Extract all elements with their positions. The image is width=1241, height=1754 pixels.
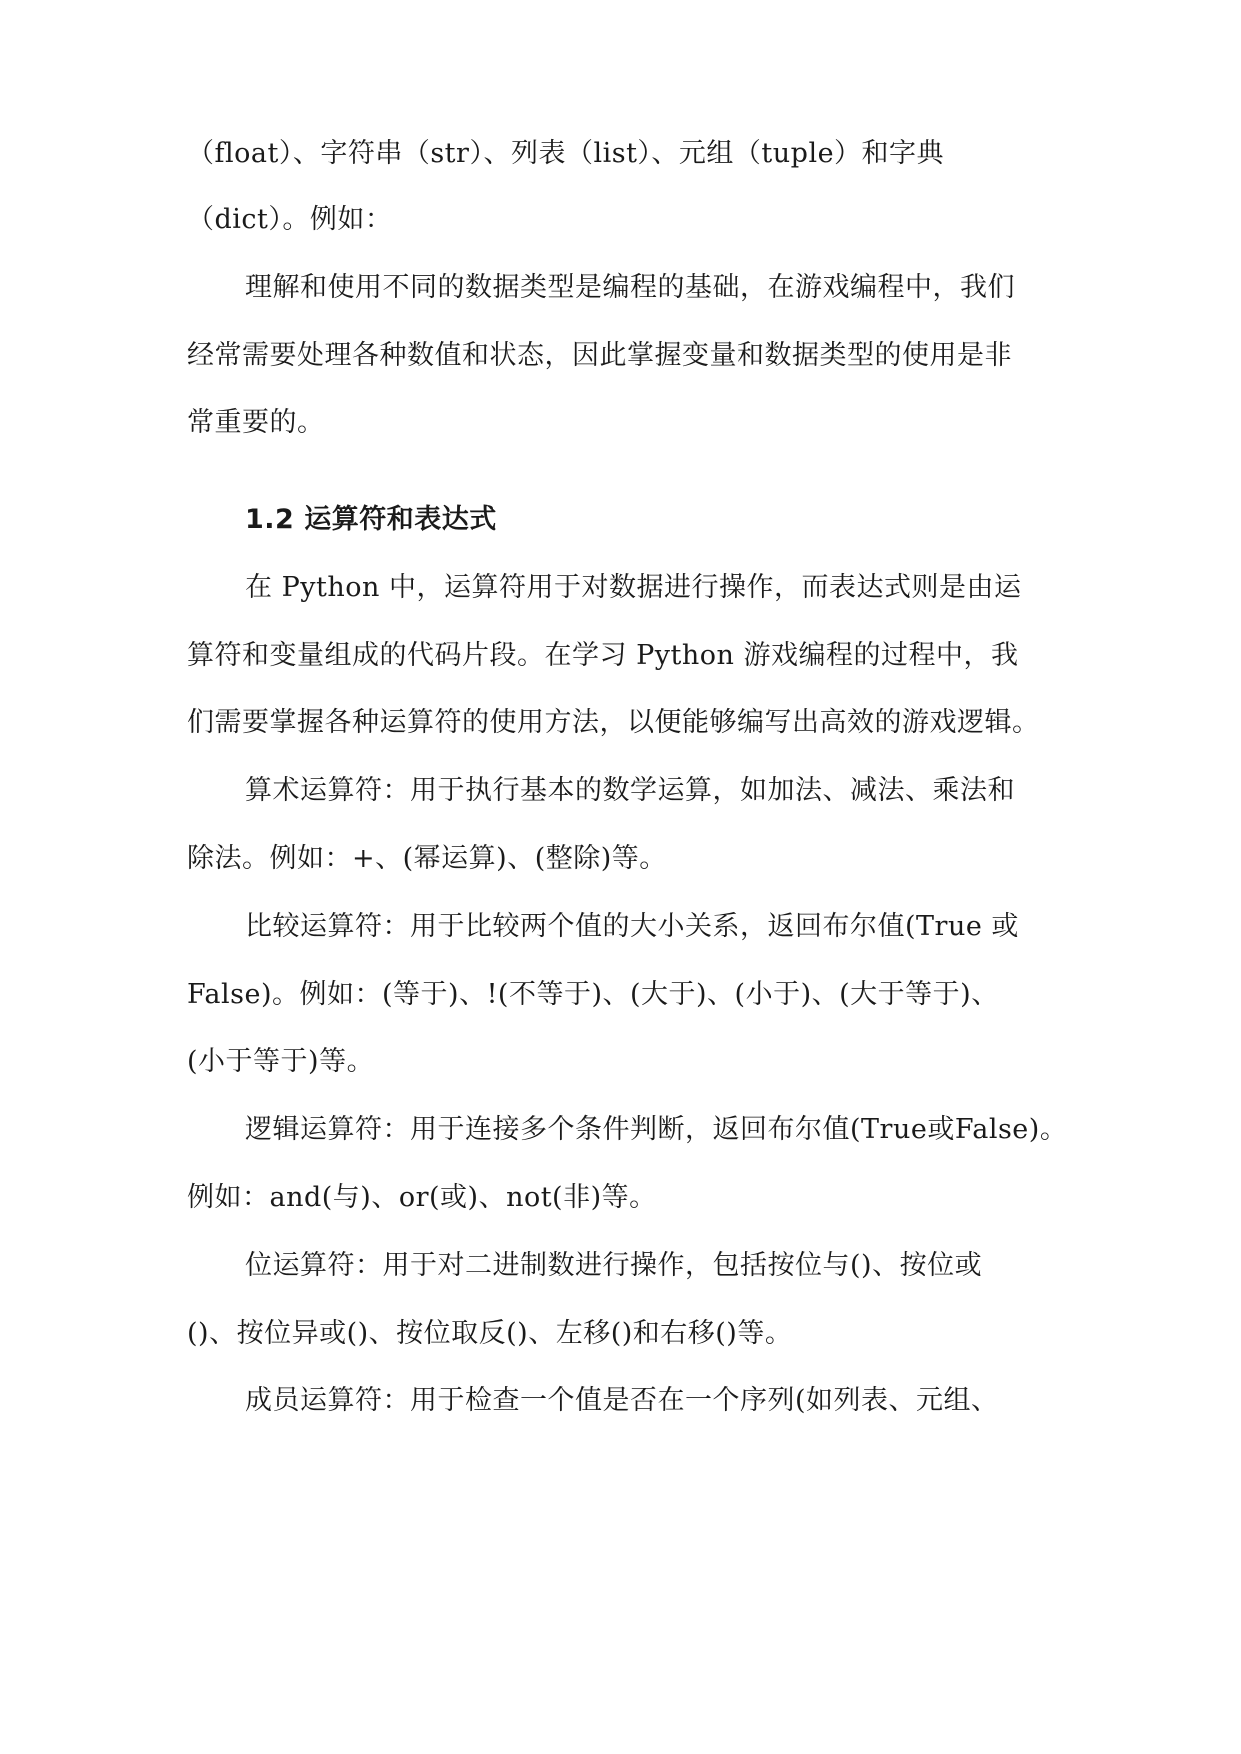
paragraph-logical-line-2: 例如：and(与)、or(或)、not(非)等。 (187, 1182, 657, 1213)
paragraph-understanding-line-3: 常重要的。 (187, 407, 325, 438)
paragraph-comparison-line-3: (小于等于)等。 (187, 1046, 375, 1077)
paragraph-operators-line-3: 们需要掌握各种运算符的使用方法，以便能够编写出高效的游戏逻辑。 (187, 707, 1040, 738)
paragraph-intro-line-1: （float）、字符串（str）、列表（list）、元组（tuple）和字典 (187, 138, 945, 169)
paragraph-understanding-line-2: 经常需要处理各种数值和状态，因此掌握变量和数据类型的使用是非 (187, 340, 1012, 371)
paragraph-comparison-line-1: 比较运算符：用于比较两个值的大小关系，返回布尔值(True 或 (245, 911, 1019, 942)
section-heading: 1.2 运算符和表达式 (245, 504, 497, 535)
paragraph-logical-line-1: 逻辑运算符：用于连接多个条件判断，返回布尔值(True或False)。 (245, 1114, 1068, 1145)
paragraph-operators-line-1: 在 Python 中，运算符用于对数据进行操作，而表达式则是由运 (245, 572, 1022, 603)
paragraph-understanding-line-1: 理解和使用不同的数据类型是编程的基础，在游戏编程中，我们 (245, 272, 1015, 303)
paragraph-comparison-line-2: False)。例如：(等于)、!(不等于)、(大于)、(小于)、(大于等于)、 (187, 979, 999, 1010)
paragraph-arithmetic-line-2: 除法。例如：+、(幂运算)、(整除)等。 (187, 843, 667, 874)
paragraph-membership-line-1: 成员运算符：用于检查一个值是否在一个序列(如列表、元组、 (245, 1385, 999, 1416)
paragraph-arithmetic-line-1: 算术运算符：用于执行基本的数学运算，如加法、减法、乘法和 (245, 775, 1015, 806)
paragraph-operators-line-2: 算符和变量组成的代码片段。在学习 Python 游戏编程的过程中，我 (187, 640, 1019, 671)
paragraph-bitwise-line-1: 位运算符：用于对二进制数进行操作，包括按位与()、按位或 (245, 1250, 983, 1281)
paragraph-bitwise-line-2: ()、按位异或()、按位取反()、左移()和右移()等。 (187, 1318, 793, 1349)
paragraph-intro-line-2: （dict）。例如： (187, 204, 393, 235)
